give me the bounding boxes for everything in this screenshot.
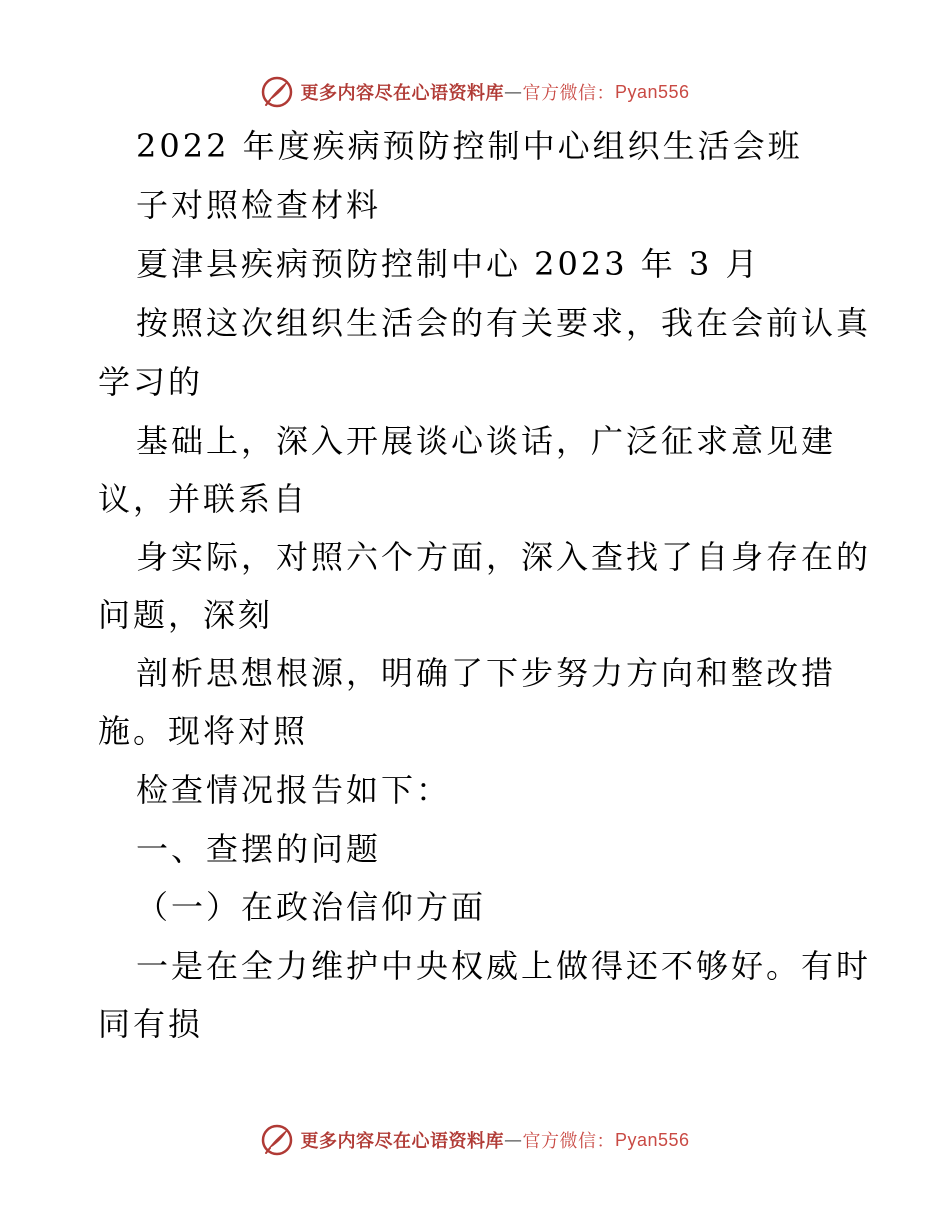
paragraph-line: 施。现将对照 bbox=[98, 712, 309, 750]
watermark-sub-text: 官方微信： bbox=[522, 1131, 615, 1152]
watermark-dash: — bbox=[503, 81, 523, 103]
paragraph-line: 检查情况报告如下： bbox=[136, 771, 452, 809]
paragraph-line: 问题，深刻 bbox=[98, 596, 274, 634]
watermark-sub-text: 官方微信： bbox=[522, 83, 615, 104]
watermark-main-text: 更多内容尽在心语资料库 bbox=[300, 83, 504, 104]
paragraph-line: 按照这次组织生活会的有关要求，我在会前认真 bbox=[136, 304, 872, 342]
document-title-line-2: 子对照检查材料 bbox=[136, 186, 382, 224]
footer-watermark bbox=[0, 1120, 950, 1160]
document-title-line-1: 2022 年度疾病预防控制中心组织生活会班 bbox=[136, 127, 803, 165]
watermark-wechat-id: Pyan556 bbox=[614, 81, 690, 102]
section-heading: 一、查摆的问题 bbox=[136, 830, 382, 868]
paragraph-line: 学习的 bbox=[98, 363, 204, 401]
paragraph-line: 议，并联系自 bbox=[98, 480, 309, 518]
paragraph-line: 同有损 bbox=[98, 1005, 204, 1043]
document-author-date: 夏津县疾病预防控制中心 2023 年 3 月 bbox=[136, 245, 761, 283]
watermark-wechat-id: Pyan556 bbox=[614, 1129, 690, 1150]
watermark-dash: — bbox=[503, 1129, 523, 1151]
watermark-main-text: 更多内容尽在心语资料库 bbox=[300, 1131, 504, 1152]
feather-pen-logo-icon bbox=[260, 1123, 294, 1157]
subsection-heading: （一）在政治信仰方面 bbox=[136, 888, 487, 926]
paragraph-line: 身实际，对照六个方面，深入查找了自身存在的 bbox=[136, 538, 872, 576]
paragraph-line: 基础上，深入开展谈心谈话，广泛征求意见建 bbox=[136, 422, 837, 460]
paragraph-line: 一是在全力维护中央权威上做得还不够好。有时 bbox=[136, 947, 872, 985]
paragraph-line: 剖析思想根源，明确了下步努力方向和整改措 bbox=[136, 654, 837, 692]
